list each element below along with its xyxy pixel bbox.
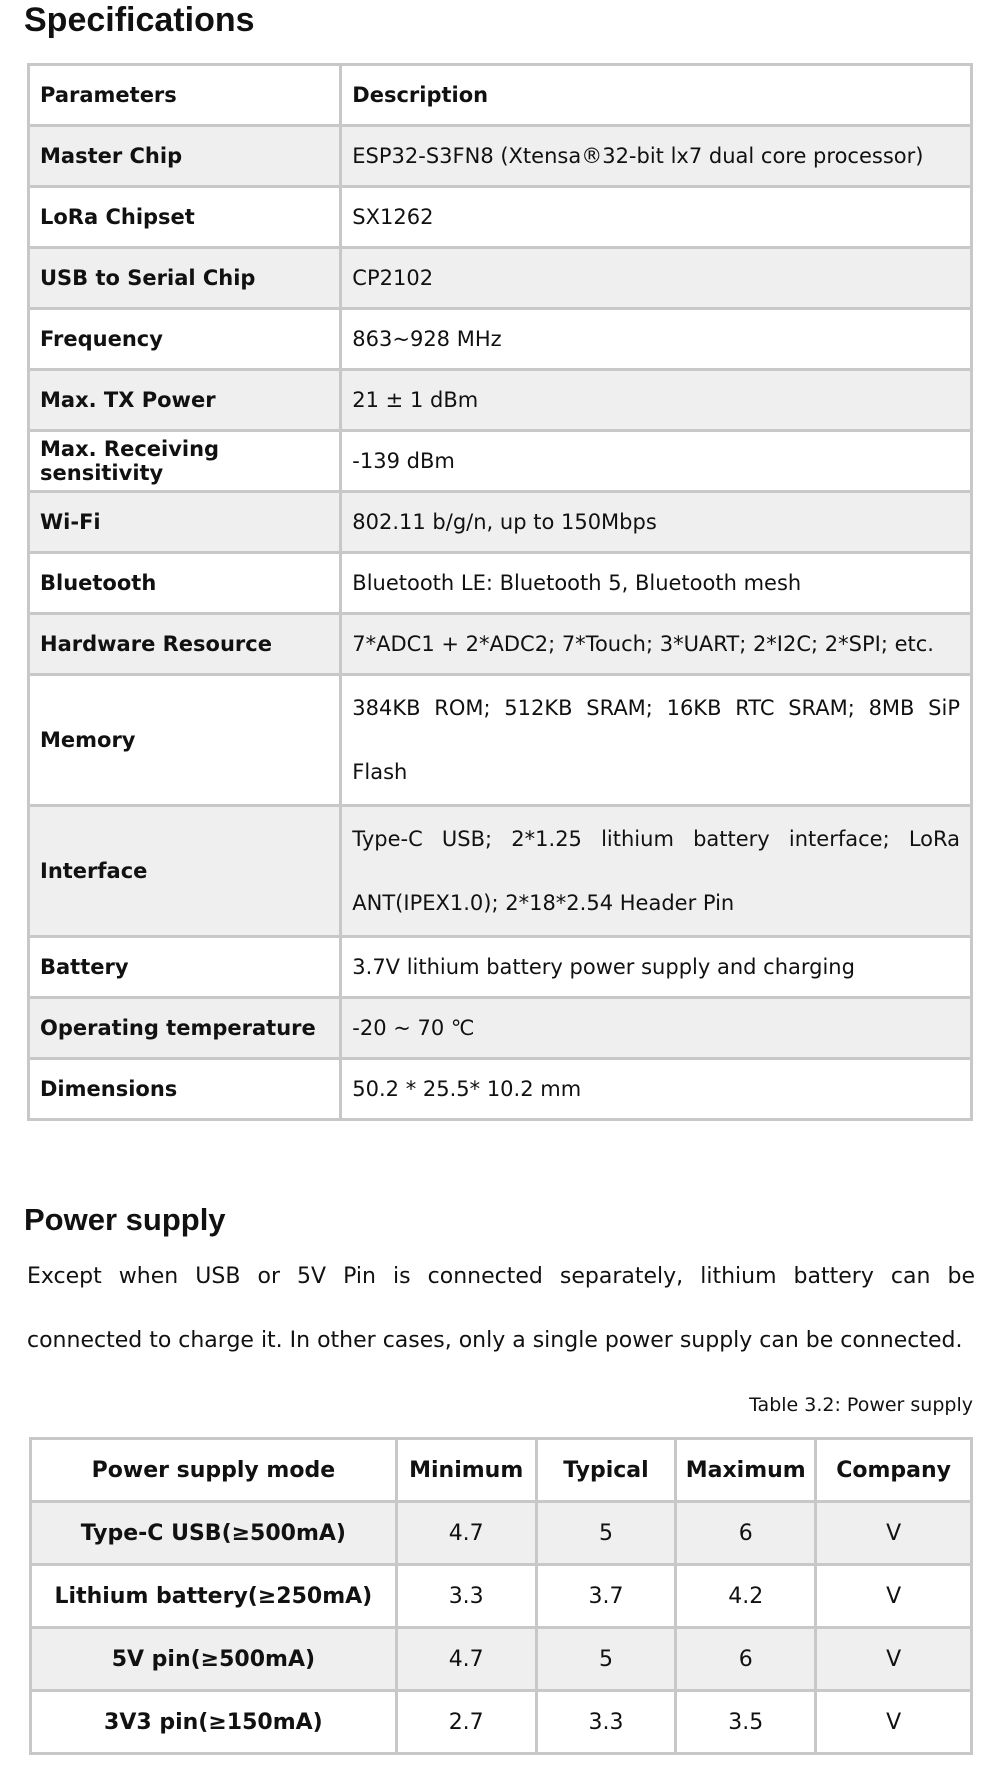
parameter-cell: Dimensions — [29, 1059, 341, 1120]
parameter-cell: USB to Serial Chip — [29, 248, 341, 309]
column-header-parameters: Parameters — [29, 65, 341, 126]
description-cell: 50.2 * 25.5* 10.2 mm — [341, 1059, 972, 1120]
column-header-description: Description — [341, 65, 972, 126]
typical-cell: 3.3 — [536, 1691, 676, 1754]
parameter-cell: Hardware Resource — [29, 614, 341, 675]
table-header-row — [29, 65, 972, 126]
typical-cell: 5 — [536, 1502, 676, 1565]
table-row — [29, 492, 972, 553]
table-row — [31, 1502, 972, 1565]
typical-cell: 5 — [536, 1628, 676, 1691]
mode-cell: 3V3 pin(≥150mA) — [31, 1691, 397, 1754]
minimum-cell: 4.7 — [396, 1502, 536, 1565]
minimum-cell: 3.3 — [396, 1565, 536, 1628]
table-caption: Table 3.2: Power supply — [749, 1394, 973, 1416]
table-row — [29, 675, 972, 806]
specifications-table — [27, 63, 973, 1121]
description-cell: 384KB ROM; 512KB SRAM; 16KB RTC SRAM; 8MB SiP Flash — [341, 675, 972, 806]
table-row — [29, 187, 972, 248]
table-row — [29, 370, 972, 431]
table-row — [29, 126, 972, 187]
description-cell: 802.11 b/g/n, up to 150Mbps — [341, 492, 972, 553]
minimum-cell: 2.7 — [396, 1691, 536, 1754]
column-header-minimum: Minimum — [396, 1439, 536, 1502]
table-row — [29, 1059, 972, 1120]
table-row — [29, 937, 972, 998]
table-row — [29, 553, 972, 614]
table-row — [31, 1565, 972, 1628]
table-row — [31, 1628, 972, 1691]
description-cell: 863~928 MHz — [341, 309, 972, 370]
mode-cell: Type-C USB(≥500mA) — [31, 1502, 397, 1565]
maximum-cell: 6 — [676, 1628, 816, 1691]
table-row — [29, 248, 972, 309]
description-cell: -139 dBm — [341, 431, 972, 492]
description-cell: 21 ± 1 dBm — [341, 370, 972, 431]
parameter-cell: Bluetooth — [29, 553, 341, 614]
typical-cell: 3.7 — [536, 1565, 676, 1628]
description-cell: 3.7V lithium battery power supply and charging — [341, 937, 972, 998]
parameter-cell: Wi-Fi — [29, 492, 341, 553]
column-header-mode: Power supply mode — [31, 1439, 397, 1502]
mode-cell: Lithium battery(≥250mA) — [31, 1565, 397, 1628]
column-header-maximum: Maximum — [676, 1439, 816, 1502]
table-row — [29, 431, 972, 492]
table-row — [31, 1691, 972, 1754]
parameter-cell: Master Chip — [29, 126, 341, 187]
power-supply-paragraph: Except when USB or 5V Pin is connected separately, lithium battery can be connected to charge it. In other cases, only a single power supply can be connected. — [27, 1264, 975, 1353]
parameter-cell: Operating temperature — [29, 998, 341, 1059]
specifications-heading: Specifications — [24, 1, 255, 39]
company-cell: V — [816, 1502, 972, 1565]
description-cell: Type-C USB; 2*1.25 lithium battery interface; LoRa ANT(IPEX1.0); 2*18*2.54 Header Pin — [341, 806, 972, 937]
power-supply-heading: Power supply — [24, 1202, 226, 1237]
power-supply-table — [29, 1437, 973, 1755]
description-cell: ESP32-S3FN8 (Xtensa®32-bit lx7 dual core processor) — [341, 126, 972, 187]
parameter-cell: Max. TX Power — [29, 370, 341, 431]
maximum-cell: 6 — [676, 1502, 816, 1565]
maximum-cell: 3.5 — [676, 1691, 816, 1754]
company-cell: V — [816, 1691, 972, 1754]
description-cell: Bluetooth LE: Bluetooth 5, Bluetooth mesh — [341, 553, 972, 614]
table-row — [29, 614, 972, 675]
parameter-cell: Interface — [29, 806, 341, 937]
description-cell: CP2102 — [341, 248, 972, 309]
description-cell: -20 ~ 70 ℃ — [341, 998, 972, 1059]
parameter-cell: LoRa Chipset — [29, 187, 341, 248]
table-header-row — [31, 1439, 972, 1502]
parameter-cell: Battery — [29, 937, 341, 998]
parameter-cell: Max. Receiving sensitivity — [29, 431, 341, 492]
mode-cell: 5V pin(≥500mA) — [31, 1628, 397, 1691]
minimum-cell: 4.7 — [396, 1628, 536, 1691]
parameter-cell: Frequency — [29, 309, 341, 370]
company-cell: V — [816, 1628, 972, 1691]
column-header-typical: Typical — [536, 1439, 676, 1502]
maximum-cell: 4.2 — [676, 1565, 816, 1628]
table-row — [29, 309, 972, 370]
description-cell: 7*ADC1 + 2*ADC2; 7*Touch; 3*UART; 2*I2C; 2*SPI; etc. — [341, 614, 972, 675]
table-row — [29, 806, 972, 937]
company-cell: V — [816, 1565, 972, 1628]
parameter-cell: Memory — [29, 675, 341, 806]
description-cell: SX1262 — [341, 187, 972, 248]
table-row — [29, 998, 972, 1059]
column-header-company: Company — [816, 1439, 972, 1502]
